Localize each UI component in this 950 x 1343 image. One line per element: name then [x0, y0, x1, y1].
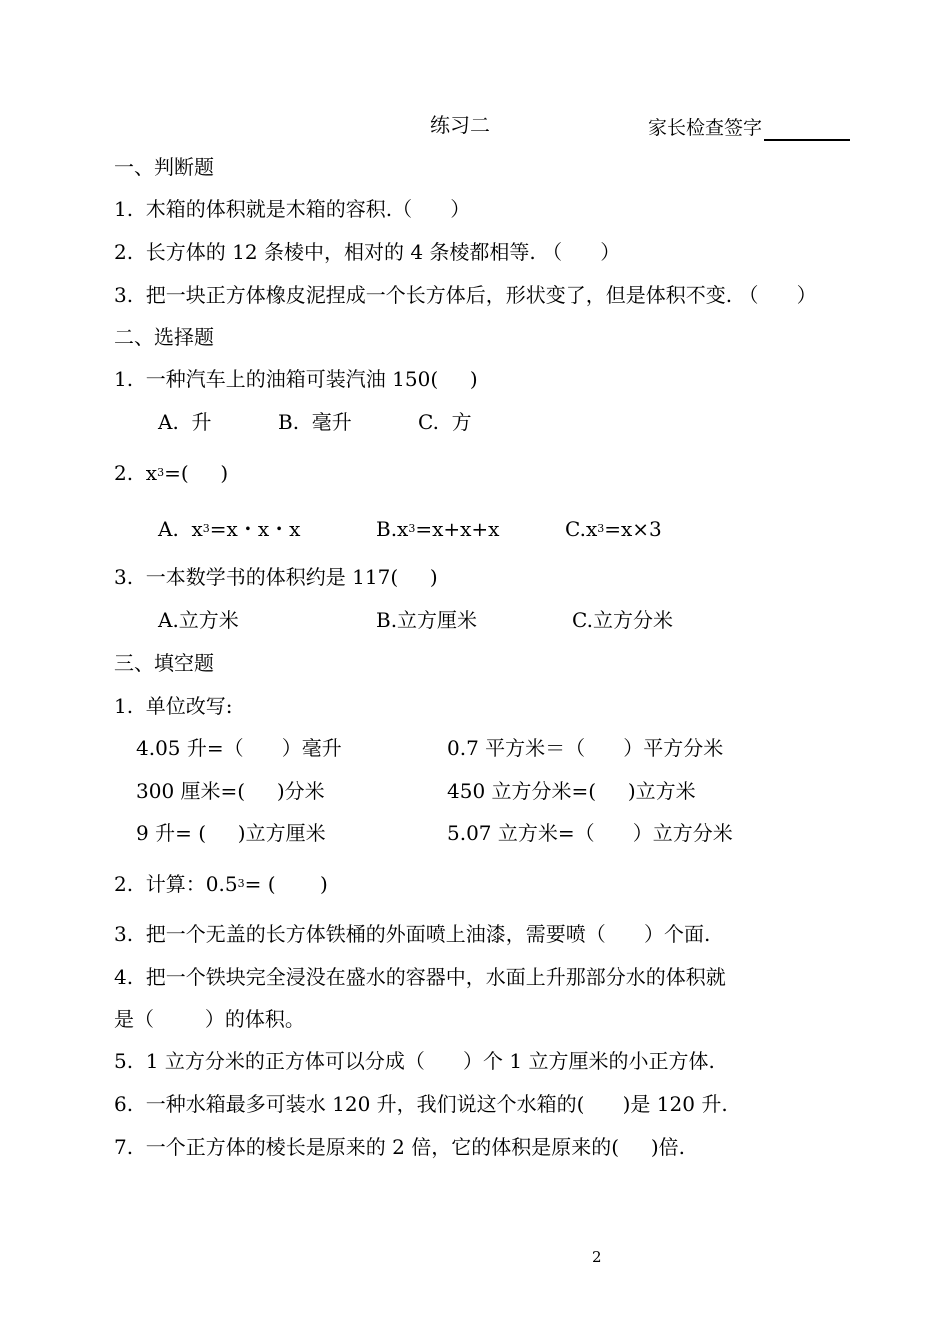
parent-signature	[648, 115, 850, 141]
fill-q4-line2: 是（ ）的体积。	[114, 1007, 305, 1031]
fill-q1: 1. 单位改写:	[114, 694, 233, 718]
choice-q2-option-c: $C.x^3=x\times 3$	[565, 517, 662, 541]
choice-q3-option-a: A.立方米	[158, 608, 239, 632]
conversion-item: 450 立方分米=( )立方米	[447, 779, 696, 803]
fill-q3: 3. 把一个无盖的长方体铁桶的外面喷上油漆，需要喷（ ）个面.	[114, 922, 711, 946]
page-title: 练习二	[430, 113, 490, 137]
conversion-item: 300 厘米=( )分米	[136, 779, 325, 803]
page-number: 2	[592, 1248, 602, 1266]
choice-q3-option-c: C.立方分米	[572, 608, 673, 632]
conversion-item: 4.05 升=（ ）毫升	[136, 736, 342, 760]
conversion-item: 5.07 立方米=（ ）立方分米	[447, 821, 733, 845]
judgment-item-2: 2. 长方体的 12 条棱中，相对的 4 条棱都相等. （ ）	[114, 240, 621, 264]
choice-q1-option-c: C. 方	[418, 410, 472, 434]
fill-q6: 6. 一种水箱最多可装水 120 升，我们说这个水箱的( )是 120 升.	[114, 1092, 728, 1116]
section-fill-heading: 三、填空题	[114, 651, 214, 675]
conversion-item: 9 升= ( )立方厘米	[136, 821, 326, 845]
choice-q1-option-a: A. 升	[158, 410, 212, 434]
choice-q2-option-a: A. $x^3=x$・x・x	[158, 517, 301, 541]
choice-q1: 1. 一种汽车上的油箱可装汽油 150( )	[114, 367, 478, 391]
signature-line	[764, 119, 850, 141]
section-choice-heading: 二、选择题	[114, 325, 214, 349]
judgment-item-1: 1. 木箱的体积就是木箱的容积.（ ）	[114, 197, 471, 221]
conversion-item: 0.7 平方米＝（ ）平方分米	[447, 736, 724, 760]
choice-q1-option-b: B. 毫升	[278, 410, 352, 434]
fill-q7: 7. 一个正方体的棱长是原来的 2 倍，它的体积是原来的( )倍.	[114, 1135, 685, 1159]
choice-q3-option-b: B.立方厘米	[376, 608, 478, 632]
section-judgment-heading: 一、判断题	[114, 155, 214, 179]
fill-q4-line1: 4. 把一个铁块完全浸没在盛水的容器中，水面上升那部分水的体积就	[114, 965, 726, 989]
choice-q2-option-b: $B.x^3=x+x+x$	[376, 517, 500, 541]
signature-label: 家长检查签字	[648, 117, 763, 139]
fill-q5: 5. 1 立方分米的正方体可以分成（ ）个 1 立方厘米的小正方体.	[114, 1049, 715, 1073]
fill-q2: 2. 计算：$0.5^3=$ ( )	[114, 872, 328, 896]
choice-q2: 2. $x^3=$( )	[114, 461, 229, 485]
choice-q3: 3. 一本数学书的体积约是 117( )	[114, 565, 438, 589]
judgment-item-3: 3. 把一块正方体橡皮泥捏成一个长方体后，形状变了，但是体积不变. （ ）	[114, 283, 817, 307]
